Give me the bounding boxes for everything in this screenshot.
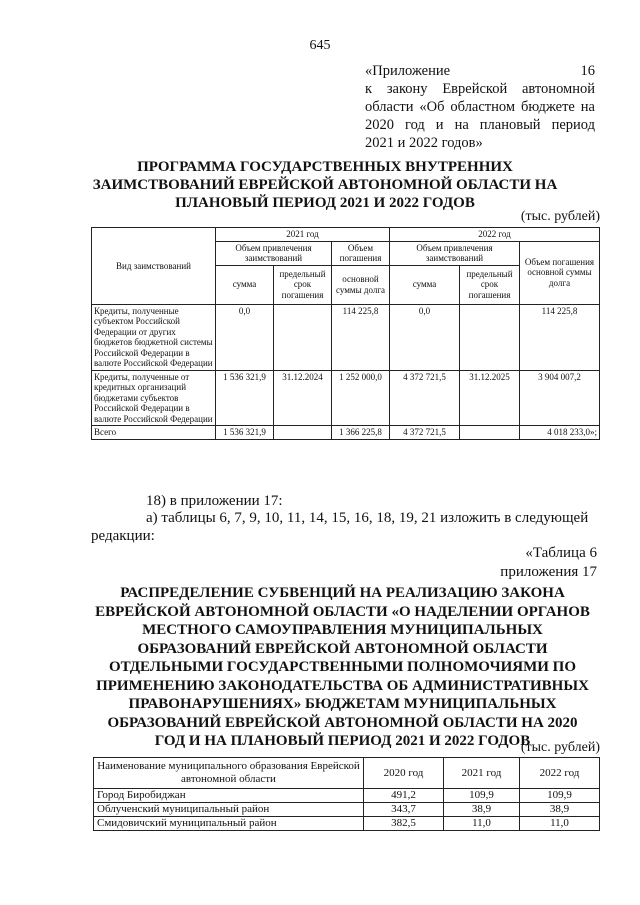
cell-2022: 38,9 (520, 803, 600, 817)
cell-2021: 109,9 (444, 789, 520, 803)
distribution-title-line: РАСПРЕДЕЛЕНИЕ СУБВЕНЦИЙ НА РЕАЛИЗАЦИЮ ЗАКОНА (120, 585, 565, 601)
item-a-text-continued: редакции: (91, 528, 155, 544)
municipality-name: Облученский муниципальный район (94, 803, 364, 817)
row-name: Кредиты, полученные от кредитных организаций бюджетами субъектов Российской Федерации в валюте Российской Федерации (92, 370, 216, 426)
municipality-name: Смидовичский муниципальный район (94, 817, 364, 831)
header-attract-2021: Объем привлечения заимствований (216, 241, 332, 265)
municipality-name: Город Биробиджан (94, 789, 364, 803)
cell-2020: 382,5 (364, 817, 444, 831)
header-2022: 2022 год (390, 228, 600, 242)
header-sum-2021: сумма (216, 265, 274, 304)
cell-sum-2021: 0,0 (216, 304, 274, 370)
program-title-line: ЗАИМСТВОВАНИЙ ЕВРЕЙСКОЙ АВТОНОМНОЙ ОБЛАСТИ НА (92, 177, 558, 193)
table-row (94, 817, 600, 831)
cell-2021: 38,9 (444, 803, 520, 817)
program-title-line: ПЛАНОВЫЙ ПЕРИОД 2021 И 2022 ГОДОВ (175, 195, 475, 211)
header-term-2022: предельный срок погашения (460, 265, 520, 304)
cell-2020: 491,2 (364, 789, 444, 803)
appendix-line: 2020 год и на плановый период (365, 117, 595, 133)
program-title-line: ПРОГРАММА ГОСУДАРСТВЕННЫХ ВНУТРЕННИХ (137, 159, 513, 175)
appendix-line: «Приложение 16 (365, 63, 595, 79)
header-repay-2022: Объем погашения основной суммы долга (520, 241, 600, 304)
cell-2022: 11,0 (520, 817, 600, 831)
header-2021: 2021 год (216, 228, 390, 242)
cell-sum-2021: 1 536 321,9 (216, 426, 274, 440)
header-sum-2022: сумма (390, 265, 460, 304)
table-6-line: приложения 17 (500, 564, 597, 580)
header-type: Вид заимствований (92, 228, 216, 305)
cell-repay-2022: 3 904 007,2 (520, 370, 600, 426)
distribution-title-line: ОТДЕЛЬНЫМИ ГОСУДАРСТВЕННЫМИ ПОЛНОМОЧИЯМИ ПО (108, 659, 577, 675)
row-name: Всего (92, 426, 216, 440)
cell-term-2021 (274, 426, 332, 440)
cell-2022: 109,9 (520, 789, 600, 803)
cell-term-2022: 31.12.2025 (460, 370, 520, 426)
appendix-line: области «Об областном бюджете на (365, 99, 595, 115)
cell-repay-2022: 4 018 233,0»; (520, 426, 600, 440)
table-row (92, 304, 600, 370)
header-attract-2022: Объем привлечения заимствований (390, 241, 520, 265)
header-2020: 2020 год (364, 758, 444, 789)
header-municipality: Наименование муниципального образования Еврейской автономной области (94, 758, 364, 789)
cell-term-2021: 31.12.2024 (274, 370, 332, 426)
cell-repay-2022: 114 225,8 (520, 304, 600, 370)
distribution-title-line: ОБРАЗОВАНИЙ ЕВРЕЙСКОЙ АВТОНОМНОЙ ОБЛАСТИ (137, 640, 548, 657)
header-2021: 2021 год (444, 758, 520, 789)
cell-sum-2022: 4 372 721,5 (390, 370, 460, 426)
program-title (80, 158, 570, 212)
appendix-line: к закону Еврейской автономной (365, 81, 595, 97)
item-a-text: а) таблицы 6, 7, 9, 10, 11, 14, 15, 16, 18, 19, 21 изложить в следующей (146, 510, 589, 526)
appendix-line: 2021 и 2022 годов» (365, 135, 483, 151)
cell-2020: 343,7 (364, 803, 444, 817)
distribution-title-line: ОБРАЗОВАНИЙ ЕВРЕЙСКОЙ АВТОНОМНОЙ ОБЛАСТИ НА 2020 (107, 714, 578, 731)
cell-sum-2022: 4 372 721,5 (390, 426, 460, 440)
cell-term-2022 (460, 304, 520, 370)
distribution-title-line: ГОД И НА ПЛАНОВЫЙ ПЕРИОД 2021 И 2022 ГОДОВ (154, 733, 531, 749)
subvention-distribution-table (93, 757, 600, 831)
borrowing-program-table (91, 227, 600, 440)
table-row (92, 370, 600, 426)
cell-term-2021 (274, 304, 332, 370)
program-units: (тыс. рублей) (520, 209, 600, 224)
appendix-reference (365, 62, 595, 152)
table-row (94, 803, 600, 817)
distribution-units: (тыс. рублей) (520, 740, 600, 755)
cell-repay-2021: 1 252 000,0 (332, 370, 390, 426)
header-2022: 2022 год (520, 758, 600, 789)
table-6-reference (500, 544, 597, 582)
distribution-title-line: ПРАВОНАРУШЕНИЯХ» БЮДЖЕТАМ МУНИЦИПАЛЬНЫХ (128, 696, 557, 712)
cell-sum-2022: 0,0 (390, 304, 460, 370)
page-number: 645 (309, 38, 331, 53)
cell-sum-2021: 1 536 321,9 (216, 370, 274, 426)
item-18-text: 18) в приложении 17: (146, 493, 283, 509)
cell-repay-2021: 114 225,8 (332, 304, 390, 370)
row-name: Кредиты, полученные субъектом Российской Федерации от других бюджетов бюджетной системы Российской Федерации в валюте Российской Федерации (92, 304, 216, 370)
table-6-line: «Таблица 6 (525, 545, 597, 561)
table-row (94, 789, 600, 803)
distribution-title (80, 584, 605, 751)
table-row-total (92, 426, 600, 440)
header-repay-2021: Объем погашения (332, 241, 390, 265)
cell-repay-2021: 1 366 225,8 (332, 426, 390, 440)
distribution-title-line: ПРИМЕНЕНИЮ ЗАКОНОДАТЕЛЬСТВА ОБ АДМИНИСТРАТИВНЫХ (96, 677, 589, 694)
header-principal-2021: основной суммы долга (332, 265, 390, 304)
distribution-title-line: МЕСТНОГО САМОУПРАВЛЕНИЯ МУНИЦИПАЛЬНЫХ (142, 622, 543, 638)
cell-term-2022 (460, 426, 520, 440)
distribution-title-line: ЕВРЕЙСКОЙ АВТОНОМНОЙ ОБЛАСТИ «О НАДЕЛЕНИИ ОРГАНОВ (95, 603, 590, 620)
cell-2021: 11,0 (444, 817, 520, 831)
header-term-2021: предельный срок погашения (274, 265, 332, 304)
